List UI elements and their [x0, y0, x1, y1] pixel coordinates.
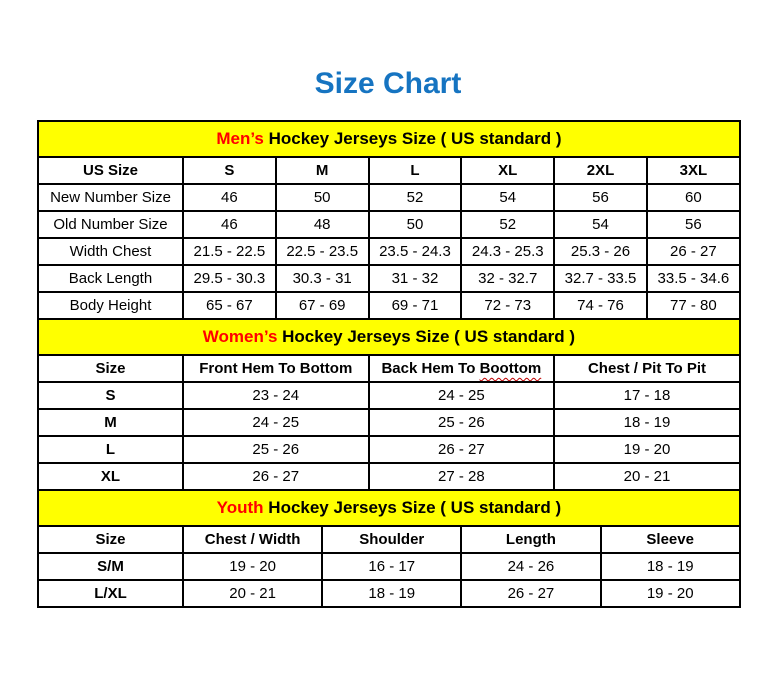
womens-row-label: S: [38, 382, 183, 409]
size-value-cell: 52: [461, 211, 554, 238]
youth-col-header: Sleeve: [601, 526, 740, 553]
mens-col-header: US Size: [38, 157, 183, 184]
size-value-cell: 24 - 25: [369, 382, 555, 409]
mens-row-label: New Number Size: [38, 184, 183, 211]
size-value-cell: 17 - 18: [554, 382, 740, 409]
mens-header-row: [38, 157, 740, 184]
size-value-cell: 18 - 19: [601, 553, 740, 580]
size-value-cell: 52: [369, 184, 462, 211]
womens-section-title: [38, 319, 740, 355]
womens-row-label: XL: [38, 463, 183, 490]
womens-title-accent: Women’s: [202, 327, 278, 346]
womens-col-header: Chest / Pit To Pit: [554, 355, 740, 382]
mens-data-row: [38, 184, 740, 211]
youth-data-row: [38, 580, 740, 607]
size-value-cell: 19 - 20: [601, 580, 740, 607]
size-value-cell: 23 - 24: [183, 382, 369, 409]
mens-col-header: L: [369, 157, 462, 184]
mens-section-title: [38, 121, 740, 157]
size-value-cell: 25 - 26: [369, 409, 555, 436]
mens-title-rest: Hockey Jerseys Size ( US standard ): [263, 129, 562, 148]
youth-title-accent: Youth: [216, 498, 264, 517]
size-chart-table: [37, 120, 741, 608]
mens-col-header: S: [183, 157, 276, 184]
womens-header-row: [38, 355, 740, 382]
womens-row-label: L: [38, 436, 183, 463]
youth-col-header: Length: [461, 526, 600, 553]
womens-title-rest: Hockey Jerseys Size ( US standard ): [277, 327, 576, 346]
size-value-cell: 26 - 27: [369, 436, 555, 463]
size-value-cell: 16 - 17: [322, 553, 461, 580]
mens-col-header: M: [276, 157, 369, 184]
size-value-cell: 27 - 28: [369, 463, 555, 490]
womens-col-header: [369, 355, 555, 382]
size-value-cell: 56: [647, 211, 740, 238]
size-value-cell: 77 - 80: [647, 292, 740, 319]
size-value-cell: 65 - 67: [183, 292, 276, 319]
size-value-cell: 19 - 20: [554, 436, 740, 463]
size-value-cell: 26 - 27: [183, 463, 369, 490]
size-value-cell: 74 - 76: [554, 292, 647, 319]
youth-section-title: [38, 490, 740, 526]
size-value-cell: 21.5 - 22.5: [183, 238, 276, 265]
size-value-cell: 31 - 32: [369, 265, 462, 292]
size-value-cell: 18 - 19: [554, 409, 740, 436]
misspelled-word: Boottom: [479, 360, 542, 377]
size-value-cell: 18 - 19: [322, 580, 461, 607]
youth-section-band: [38, 490, 740, 526]
size-value-cell: 54: [461, 184, 554, 211]
size-value-cell: 46: [183, 184, 276, 211]
size-value-cell: 20 - 21: [183, 580, 322, 607]
mens-col-header: XL: [461, 157, 554, 184]
youth-col-header: Shoulder: [322, 526, 461, 553]
size-value-cell: 69 - 71: [369, 292, 462, 319]
youth-data-row: [38, 553, 740, 580]
mens-row-label: Body Height: [38, 292, 183, 319]
size-value-cell: 54: [554, 211, 647, 238]
mens-row-label: Back Length: [38, 265, 183, 292]
size-value-cell: 50: [276, 184, 369, 211]
youth-col-header: Size: [38, 526, 183, 553]
womens-data-row: [38, 436, 740, 463]
mens-data-row: [38, 265, 740, 292]
size-value-cell: 24.3 - 25.3: [461, 238, 554, 265]
womens-col-header: Front Hem To Bottom: [183, 355, 369, 382]
mens-col-header: 2XL: [554, 157, 647, 184]
page-title: Size Chart: [314, 67, 462, 100]
size-value-cell: 25.3 - 26: [554, 238, 647, 265]
size-value-cell: 24 - 26: [461, 553, 600, 580]
size-value-cell: 46: [183, 211, 276, 238]
womens-col-header: Size: [38, 355, 183, 382]
size-value-cell: 48: [276, 211, 369, 238]
youth-header-row: [38, 526, 740, 553]
mens-section-band: [38, 121, 740, 157]
mens-data-row: [38, 211, 740, 238]
size-value-cell: 20 - 21: [554, 463, 740, 490]
mens-row-label: Old Number Size: [38, 211, 183, 238]
size-value-cell: 50: [369, 211, 462, 238]
womens-col-header-text: Back Hem To: [381, 360, 480, 377]
youth-row-label: S/M: [38, 553, 183, 580]
womens-data-row: [38, 382, 740, 409]
size-value-cell: 56: [554, 184, 647, 211]
size-value-cell: 24 - 25: [183, 409, 369, 436]
size-value-cell: 32 - 32.7: [461, 265, 554, 292]
womens-row-label: M: [38, 409, 183, 436]
mens-title-accent: Men’s: [216, 129, 264, 148]
size-value-cell: 23.5 - 24.3: [369, 238, 462, 265]
youth-row-label: L/XL: [38, 580, 183, 607]
size-value-cell: 19 - 20: [183, 553, 322, 580]
womens-data-row: [38, 463, 740, 490]
womens-data-row: [38, 409, 740, 436]
mens-row-label: Width Chest: [38, 238, 183, 265]
size-value-cell: 29.5 - 30.3: [183, 265, 276, 292]
size-value-cell: 33.5 - 34.6: [647, 265, 740, 292]
size-value-cell: 26 - 27: [647, 238, 740, 265]
size-value-cell: 22.5 - 23.5: [276, 238, 369, 265]
mens-data-row: [38, 292, 740, 319]
size-value-cell: 72 - 73: [461, 292, 554, 319]
mens-col-header: 3XL: [647, 157, 740, 184]
youth-col-header: Chest / Width: [183, 526, 322, 553]
size-value-cell: 26 - 27: [461, 580, 600, 607]
size-value-cell: 32.7 - 33.5: [554, 265, 647, 292]
size-value-cell: 30.3 - 31: [276, 265, 369, 292]
womens-section-band: [38, 319, 740, 355]
size-value-cell: 67 - 69: [276, 292, 369, 319]
mens-data-row: [38, 238, 740, 265]
size-value-cell: 60: [647, 184, 740, 211]
youth-title-rest: Hockey Jerseys Size ( US standard ): [263, 498, 562, 517]
size-value-cell: 25 - 26: [183, 436, 369, 463]
